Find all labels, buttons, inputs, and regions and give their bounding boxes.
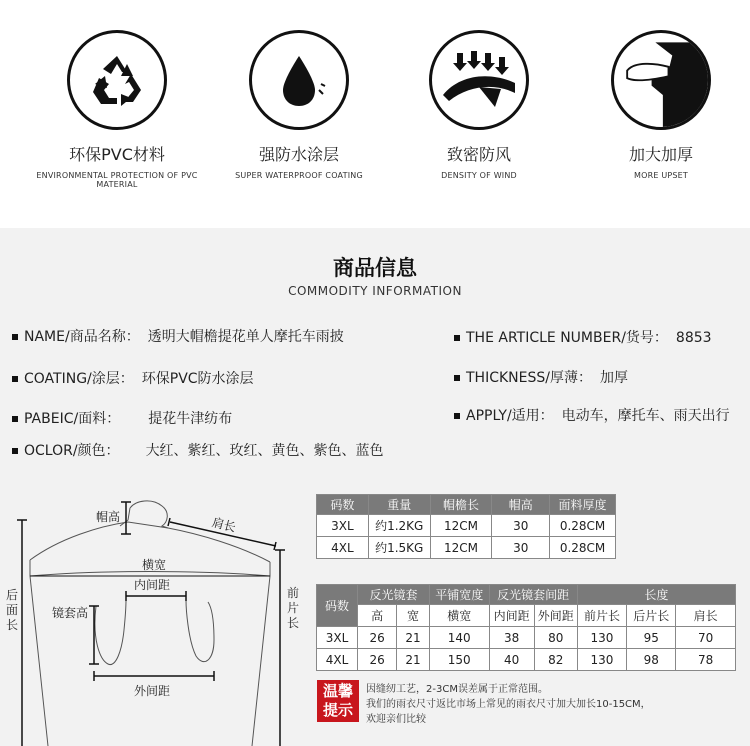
info-label: NAME/商品名称： — [24, 329, 140, 345]
table-subheader: 后片长 — [627, 605, 676, 627]
table-cell: 0.28CM — [550, 537, 616, 559]
tip-badge-line: 温馨 — [322, 682, 353, 700]
table-cell: 4XL — [317, 649, 358, 671]
table-header: 码数 — [317, 495, 369, 515]
feature-thicker — [566, 30, 750, 180]
table-cell: 150 — [429, 649, 489, 671]
info-value: 大红、紫红、玫红、黄色、紫色、蓝色 — [145, 443, 384, 459]
info-article — [454, 327, 712, 347]
outer-gap-label: 外间距 — [134, 684, 171, 698]
feature-pvc — [22, 30, 212, 189]
table-cell: 3XL — [317, 515, 369, 537]
table-cell: 30 — [492, 537, 550, 559]
table-subheader: 外间距 — [534, 605, 577, 627]
info-value: 提花牛津纺布 — [148, 411, 233, 427]
table-row — [317, 515, 616, 537]
tip-line-1: 因缝纫工艺，2-3CM误差属于正常范围。 — [366, 684, 548, 695]
table-subheader: 横宽 — [429, 605, 489, 627]
info-label: THE ARTICLE NUMBER/货号： — [466, 330, 668, 346]
table-subheader: 前片长 — [577, 605, 626, 627]
feature-title: 强防水涂层 — [258, 145, 339, 164]
info-value: 环保PVC防水涂层 — [141, 371, 254, 387]
table-subheader: 肩长 — [676, 605, 736, 627]
table-header: 反光镜套间距 — [489, 585, 577, 605]
table-row — [317, 649, 736, 671]
feature-subtitle: SUPER WATERPROOF COATING — [235, 171, 363, 180]
spec-table-size — [316, 584, 736, 671]
table-cell: 130 — [577, 627, 626, 649]
raincoat-outline — [0, 490, 305, 746]
table-cell: 4XL — [317, 537, 369, 559]
bullet-square — [12, 334, 18, 340]
table-cell: 21 — [397, 649, 430, 671]
table-subheader: 宽 — [397, 605, 430, 627]
shoulder-label: 肩长 — [210, 515, 238, 535]
table-header: 长度 — [577, 585, 735, 605]
size-diagram — [0, 490, 305, 746]
tip-badge — [317, 680, 359, 722]
tip-badge-line: 提示 — [322, 701, 353, 719]
info-color — [12, 440, 384, 460]
table-cell: 21 — [397, 627, 430, 649]
bullet-square — [12, 448, 18, 454]
table-cell: 98 — [627, 649, 676, 671]
table-cell: 0.28CM — [550, 515, 616, 537]
table-header: 重量 — [368, 495, 430, 515]
wind-arrows-icon — [429, 30, 529, 130]
water-drop-icon — [249, 30, 349, 130]
table-cell: 30 — [492, 515, 550, 537]
info-coating — [12, 368, 254, 388]
table-cell: 70 — [676, 627, 736, 649]
info-value: 8853 — [675, 330, 712, 346]
feature-strip — [0, 0, 750, 228]
table-row — [317, 627, 736, 649]
info-label: COATING/涂层： — [24, 371, 134, 387]
tip-line-3: 欢迎亲们比较 — [366, 714, 426, 725]
table-row — [317, 537, 616, 559]
table-cell: 26 — [358, 627, 397, 649]
bullet-square — [12, 376, 18, 382]
feature-windproof — [384, 30, 574, 180]
info-value: 电动车，摩托车、雨天出行 — [561, 408, 730, 424]
table-cell: 140 — [429, 627, 489, 649]
table-header: 帽檐长 — [430, 495, 492, 515]
table-cell: 26 — [358, 649, 397, 671]
table-cell: 约1.5KG — [368, 537, 430, 559]
front-length-label: 前片长 — [287, 586, 300, 630]
bullet-square — [454, 375, 460, 381]
bullet-square — [454, 413, 460, 419]
table-cell: 40 — [489, 649, 534, 671]
table-header: 平铺宽度 — [429, 585, 489, 605]
info-apply — [454, 405, 730, 425]
feature-title: 致密防风 — [446, 145, 511, 164]
info-thickness — [454, 367, 628, 387]
info-value: 透明大帽檐提花单人摩托车雨披 — [147, 329, 344, 345]
hat-height-label: 帽高 — [96, 510, 121, 524]
table-cell: 78 — [676, 649, 736, 671]
tip-line-2: 我们的雨衣尺寸返比市场上常见的雨衣尺寸加大加长10-15CM， — [366, 699, 651, 710]
table-cell: 82 — [534, 649, 577, 671]
table-subheader: 高 — [358, 605, 397, 627]
width-label: 横宽 — [142, 558, 167, 572]
table-cell: 3XL — [317, 627, 358, 649]
table-header: 面料厚度 — [550, 495, 616, 515]
info-label: APPLY/适用： — [466, 408, 554, 424]
info-label: THICKNESS/厚薄： — [466, 370, 592, 386]
table-header: 码数 — [317, 585, 358, 627]
feature-waterproof — [204, 30, 394, 180]
info-fabric — [12, 408, 232, 428]
product-info-panel — [0, 228, 750, 746]
table-cell: 12CM — [430, 537, 492, 559]
table-cell: 38 — [489, 627, 534, 649]
info-name — [12, 326, 344, 346]
info-label: PABEIC/面料： — [24, 411, 121, 427]
feature-subtitle: MORE UPSET — [633, 171, 689, 180]
feature-subtitle: DENSITY OF WIND — [441, 171, 517, 180]
back-length-label: 后面长 — [6, 588, 19, 632]
table-cell: 95 — [627, 627, 676, 649]
bullet-square — [454, 335, 460, 341]
table-cell: 约1.2KG — [368, 515, 430, 537]
hood-brim-icon — [611, 30, 711, 130]
feature-subtitle: ENVIRONMENTAL PROTECTION OF PVC MATERIAL — [36, 171, 198, 189]
info-value: 加厚 — [599, 370, 628, 386]
info-label: OCLOR/颜色： — [24, 443, 120, 459]
spec-table-weight — [316, 494, 616, 559]
table-subheader: 内间距 — [489, 605, 534, 627]
feature-title: 加大加厚 — [628, 145, 693, 164]
mirror-height-label: 镜套高 — [52, 606, 89, 620]
inner-gap-label: 内间距 — [134, 578, 171, 592]
table-cell: 12CM — [430, 515, 492, 537]
table-header: 帽高 — [492, 495, 550, 515]
table-cell: 130 — [577, 649, 626, 671]
section-title: 商品信息 — [333, 256, 417, 280]
recycle-icon — [67, 30, 167, 130]
section-subtitle: COMMODITY INFORMATION — [288, 284, 462, 298]
bullet-square — [12, 416, 18, 422]
feature-title: 环保PVC材料 — [69, 145, 165, 164]
table-header: 反光镜套 — [358, 585, 430, 605]
table-cell: 80 — [534, 627, 577, 649]
